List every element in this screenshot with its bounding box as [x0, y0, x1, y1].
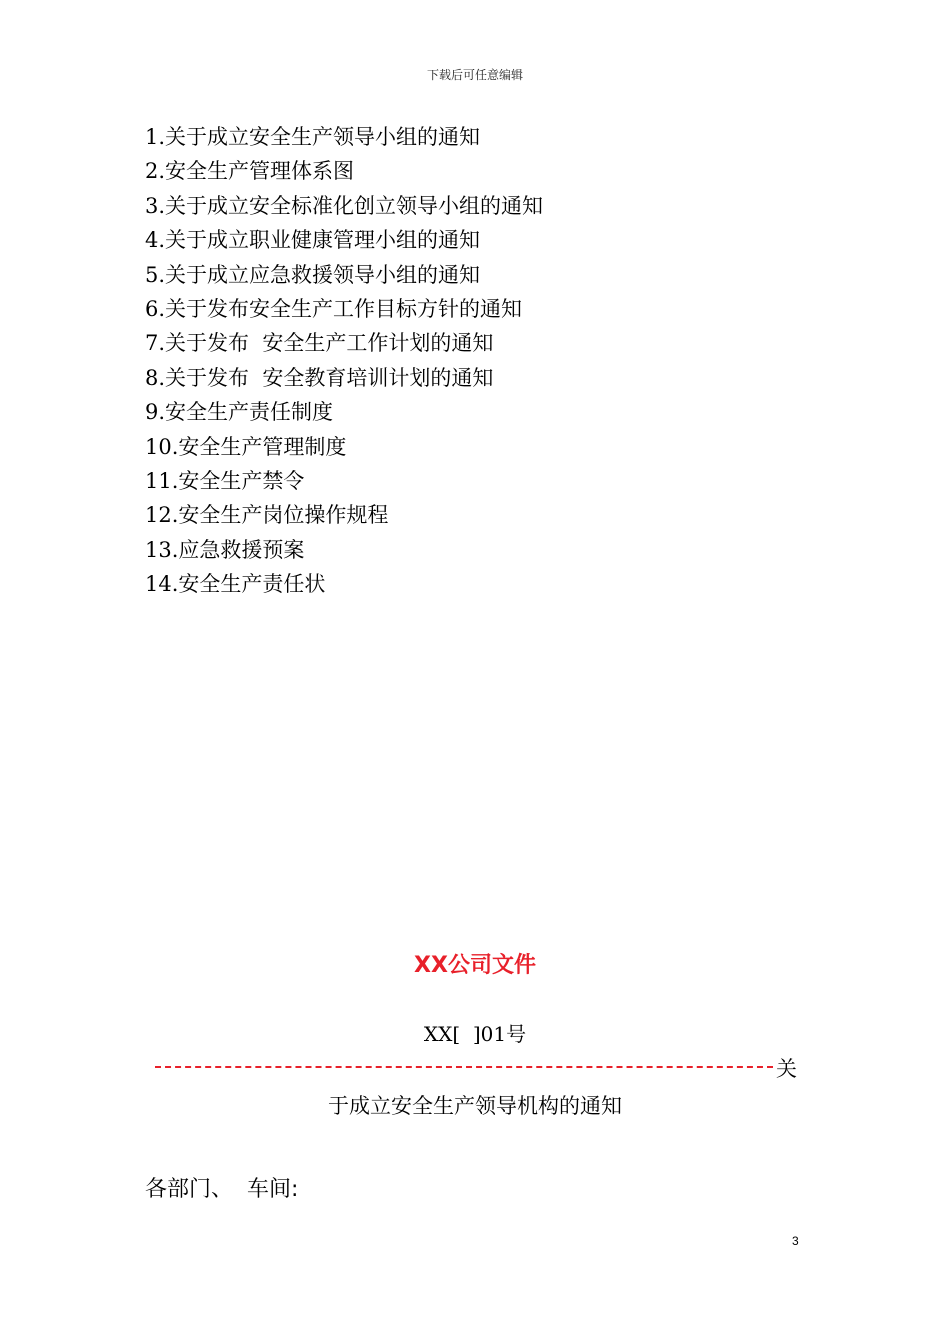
page-number: 3 [792, 1234, 799, 1248]
toc-item-text: 安全生产责任状 [178, 572, 326, 597]
toc-item [145, 223, 543, 257]
toc-item-number: 7. [145, 331, 166, 356]
salutation: 各部门、 车间: [145, 1177, 299, 1202]
toc-item [145, 258, 543, 292]
toc-item-text: 关于发布 安全教育培训计划的通知 [165, 365, 494, 390]
toc-item [145, 567, 543, 601]
toc-item [145, 326, 543, 360]
toc-item [145, 292, 543, 326]
toc-item [145, 395, 543, 429]
toc-item-text: 关于成立安全标准化创立领导小组的通知 [165, 193, 544, 218]
table-of-contents [145, 120, 543, 601]
toc-item-number: 14. [145, 572, 179, 597]
toc-item [145, 464, 543, 498]
toc-item-number: 11. [145, 468, 179, 493]
toc-item-text: 安全生产管理体系图 [165, 159, 355, 184]
toc-item-text: 关于成立职业健康管理小组的通知 [165, 228, 481, 253]
toc-item-number: 13. [145, 537, 179, 562]
toc-item-number: 6. [145, 296, 166, 321]
toc-item [145, 189, 543, 223]
toc-item-text: 安全生产禁令 [178, 468, 305, 493]
document-number: XX[ ]01号 [423, 1022, 527, 1046]
toc-item [145, 430, 543, 464]
toc-item [145, 498, 543, 532]
toc-item [145, 120, 543, 154]
toc-item-number: 2. [145, 159, 166, 184]
toc-item-text: 关于发布 安全生产工作计划的通知 [165, 331, 494, 356]
toc-item-number: 5. [145, 262, 166, 287]
toc-item-number: 4. [145, 228, 166, 253]
toc-item-text: 应急救援预案 [178, 537, 305, 562]
toc-item-text: 安全生产责任制度 [165, 400, 334, 425]
header-note: 下载后可任意编辑 [426, 68, 523, 82]
toc-item-number: 9. [145, 400, 166, 425]
toc-item-text: 安全生产管理制度 [178, 434, 347, 459]
toc-item-text: 关于成立应急救援领导小组的通知 [165, 262, 481, 287]
toc-item-text: 关于成立安全生产领导小组的通知 [165, 125, 481, 149]
notice-title-start: 关 [776, 1057, 797, 1081]
toc-item-number: 12. [145, 503, 179, 528]
toc-item-number: 8. [145, 365, 166, 390]
notice-title: 于成立安全生产领导机构的通知 [328, 1094, 622, 1118]
toc-item [145, 533, 543, 567]
toc-item [145, 361, 543, 395]
toc-item-text: 关于发布安全生产工作目标方针的通知 [165, 296, 523, 321]
toc-item-text: 安全生产岗位操作规程 [178, 503, 389, 528]
toc-item-number: 1. [145, 125, 166, 149]
toc-item [145, 154, 543, 188]
toc-item-number: 10. [145, 434, 179, 459]
toc-item-number: 3. [145, 193, 166, 218]
red-divider-line [155, 1066, 773, 1068]
company-document-title: XX公司文件 [414, 953, 536, 978]
